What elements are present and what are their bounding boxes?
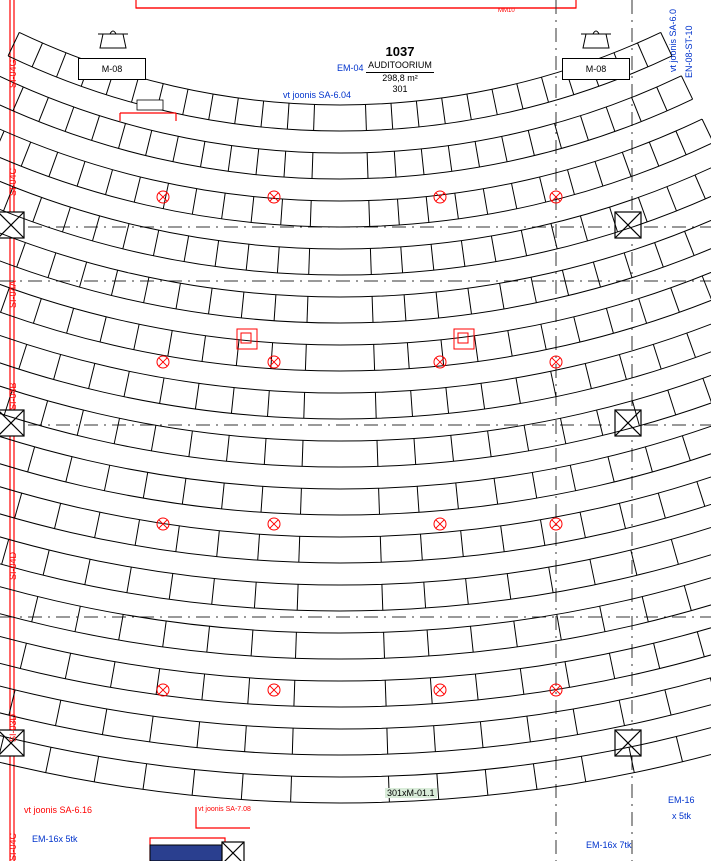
label-si-03d: SI-03D	[8, 713, 18, 742]
tag-m08-left: M-08	[78, 58, 146, 80]
label-si-04b: SI-04B	[8, 382, 18, 410]
ceiling-fixture	[434, 518, 446, 530]
bottom-blue-element	[150, 845, 222, 861]
ceiling-fixture	[268, 356, 280, 368]
label-ref-sa604: vt joonis SA-6.04	[283, 90, 352, 100]
seat-row	[0, 509, 711, 659]
label-si-04c-top: SI-04C	[8, 167, 18, 196]
seating-rows	[0, 32, 711, 803]
label-em16-7tk: EM-16x 7tk	[586, 840, 632, 850]
seat-row	[0, 379, 711, 515]
top-left-red-leader	[120, 100, 176, 121]
label-si-04a: SI-04A	[8, 280, 18, 308]
ceiling-fixture	[268, 684, 280, 696]
ceiling-fixture	[434, 684, 446, 696]
seat-row	[0, 292, 711, 419]
column-markers	[0, 212, 641, 756]
top-red-element	[136, 0, 576, 8]
column-marker	[615, 410, 641, 436]
ceiling-fixture	[157, 684, 169, 696]
label-mm10: MM10	[498, 8, 515, 14]
m08-symbol-left	[98, 31, 128, 48]
grid-lines-horizontal	[0, 227, 711, 617]
column-marker	[0, 410, 24, 436]
seat-row	[0, 466, 711, 611]
seat-row	[0, 422, 711, 563]
ceiling-fixture	[268, 191, 280, 203]
m08-symbol-right	[581, 31, 611, 48]
label-em04: EM-04	[337, 63, 364, 73]
label-em16-right: EM-16	[668, 795, 695, 805]
room-area: 298,8 m²	[382, 72, 418, 83]
room-tag	[330, 44, 470, 95]
ceiling-fixture	[550, 518, 562, 530]
label-si-04c-bottom: SI-04C	[8, 832, 18, 861]
seat-row	[0, 336, 711, 467]
ceiling-fixture	[268, 518, 280, 530]
label-ref-sa-6-0: vt joonis SA-6.0	[668, 8, 678, 72]
seat-row	[0, 206, 711, 323]
label-ref-sa708: vt joonis SA-7.08	[198, 806, 251, 813]
room-code: 301	[392, 83, 408, 94]
label-si-04g: SI-04G	[8, 59, 18, 88]
seat-row	[0, 596, 711, 755]
ceiling-fixture	[157, 356, 169, 368]
bottom-right-crossed-box	[222, 842, 244, 861]
label-en-08-st-10: EN-08-ST-10	[684, 25, 694, 78]
seat-row	[0, 639, 711, 803]
label-em16-5tk-left: EM-16x 5tk	[32, 834, 78, 844]
ceiling-fixture	[157, 191, 169, 203]
ceiling-fixture	[434, 191, 446, 203]
room-number: 1037	[385, 44, 415, 59]
tag-m08-right: M-08	[562, 58, 630, 80]
label-bottom-center: 301xM-01.1	[387, 788, 435, 798]
label-si-04d: SI-04D	[8, 551, 18, 580]
label-ref-sa616: vt joonis SA-6.16	[24, 805, 93, 815]
label-em16-5tk-right: x 5tk	[672, 811, 692, 821]
room-name: AUDITOORIUM	[330, 60, 470, 72]
column-marker	[615, 730, 641, 756]
